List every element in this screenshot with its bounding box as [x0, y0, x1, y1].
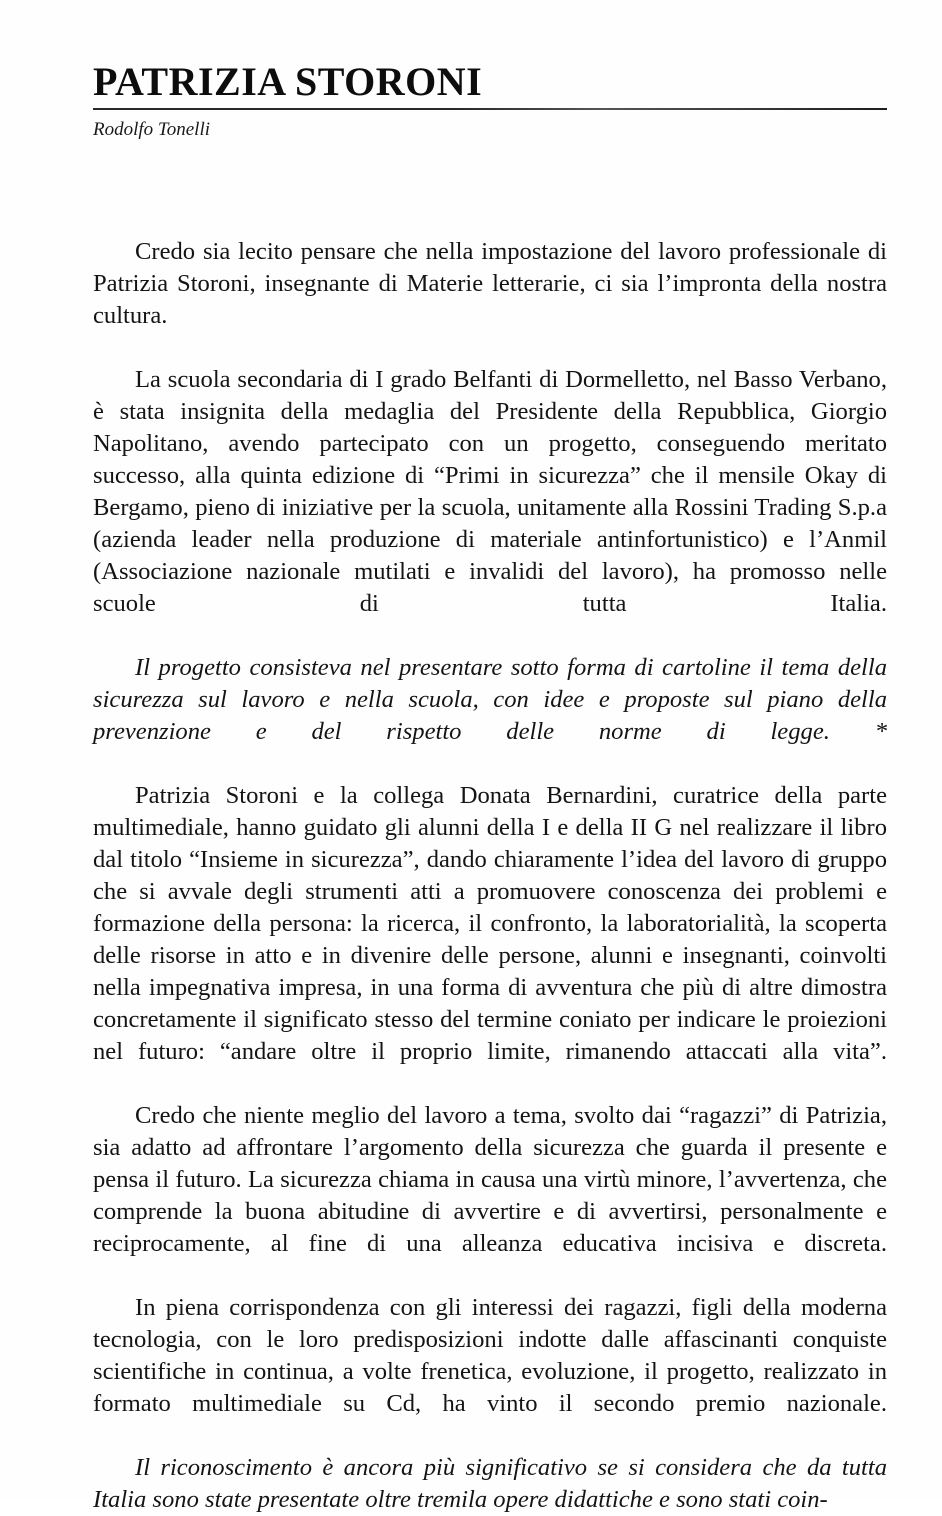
body-paragraph: Credo che niente meglio del lavoro a tema, svolto dai “ragazzi” di Patrizia, sia adatto ad affrontare l’argomento della sicurezza che guarda il presente e pensa il futuro. La sicurezza chiama in causa una virtù minore, l’avvertenza, che comprende la buona abitudine di avvertire e di avvertirsi, personalmente e reciprocamente, al fine di una alleanza educativa incisiva e discreta.: [93, 1102, 887, 1257]
body-paragraph: In piena corrispondenza con gli interessi dei ragazzi, figli della moderna tecnologia, con le loro predisposizioni indotte dalle affascinanti conquiste scientifiche in continua, a volte frenetica, evoluzione, il progetto, realizzato in formato multimediale su Cd, ha vinto il secondo premio nazionale.: [93, 1294, 887, 1417]
author-byline: Rodolfo Tonelli: [93, 119, 211, 140]
title-divider: [93, 108, 887, 110]
article-header: [93, 59, 887, 142]
body-paragraph: Credo sia lecito pensare che nella impostazione del lavoro professionale di Patrizia Storoni, insegnante di Materie letterarie, ci sia l’impronta della nostra cultura.: [93, 238, 887, 329]
body-paragraph-italic: Il progetto consisteva nel presentare sotto forma di cartoline il tema della sicurezza sul lavoro e nella scuola, con idee e proposte sul piano della prevenzione e del rispetto delle norme di legge. *: [93, 654, 887, 745]
body-paragraph: Patrizia Storoni e la collega Donata Bernardini, curatrice della parte multimediale, hanno guidato gli alunni della I e della II G nel realizzare il libro dal titolo “Insieme in sicurezza”, dando chiaramente l’idea del lavoro di gruppo che si avvale degli strumenti atti a promuovere conoscenza dei problemi e formazione della persona: la ricerca, il confronto, la laboratorialità, la scoperta delle risorse in atto e in divenire delle persone, alunni e insegnanti, coinvolti nella impegnativa impresa, in una forma di avventura che più di altre dimostra concretamente il significato stesso del termine coniato per indicare le proiezioni nel futuro: “andare oltre il proprio limite, rimanendo attaccati alla vita”.: [93, 782, 887, 1065]
body-paragraph-italic-continued: Il riconoscimento è ancora più significativo se si considera che da tutta Italia sono state presentate oltre tremila opere didattiche e sono stati coin-: [93, 1454, 887, 1513]
body-paragraph: La scuola secondaria di I grado Belfanti di Dormelletto, nel Basso Verbano, è stata insignita della medaglia del Presidente della Repubblica, Giorgio Napolitano, avendo partecipato con un progetto, conseguendo meritato successo, alla quinta edizione di “Primi in sicurezza” che il mensile Okay di Bergamo, pieno di iniziative per la scuola, unitamente alla Rossini Trading S.p.a (azienda leader nella produzione di materiale antinfortunistico) e l’Anmil (Associazione nazionale mutilati e invalidi del lavoro), ha promosso nelle scuole di tutta Italia.: [93, 366, 887, 617]
article-body: [93, 236, 887, 1516]
page-title: PATRIZIA STORONI: [93, 59, 483, 104]
